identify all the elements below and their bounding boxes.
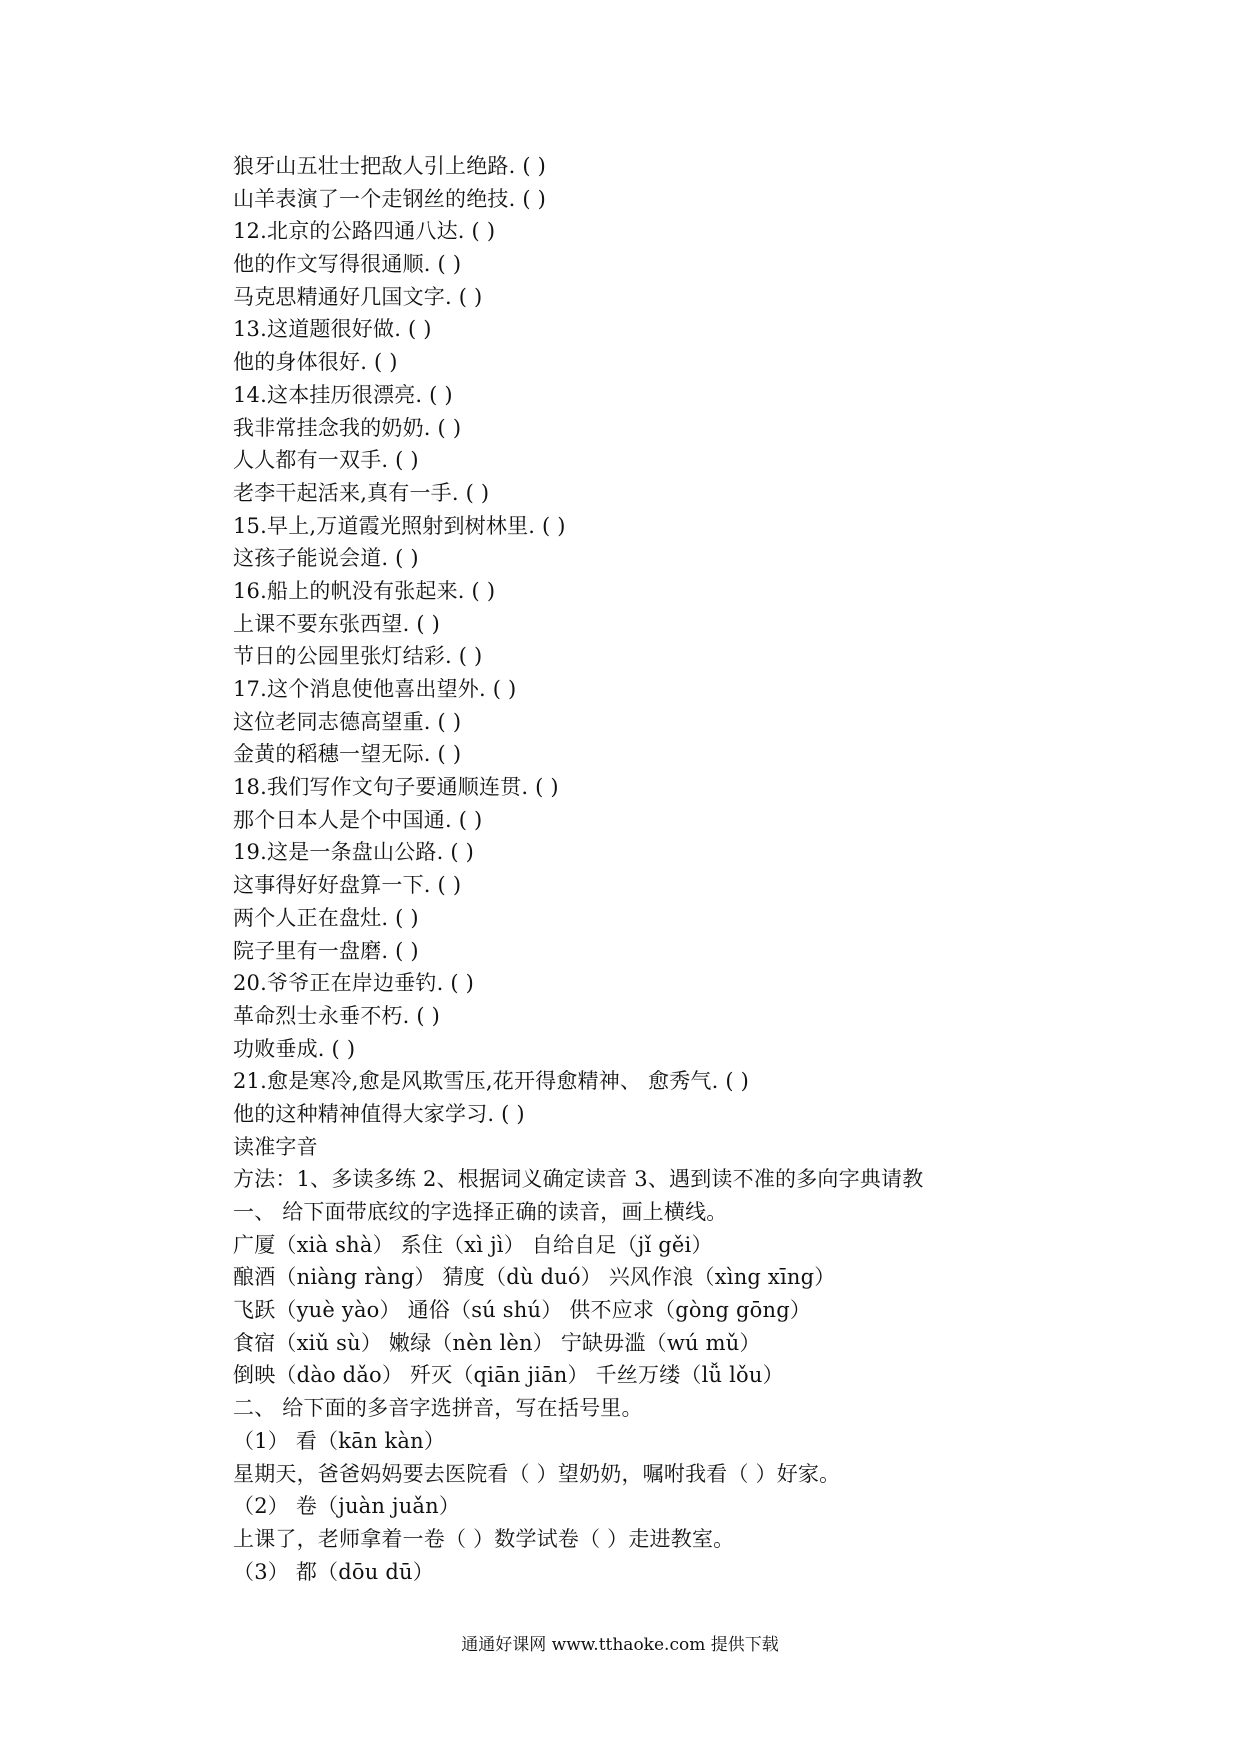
- text-line: 我非常挂念我的奶奶. ( ): [233, 415, 462, 440]
- pinyin-row: 酿酒（niàng ràng） 猜度（dù duó） 兴风作浪（xìng xīng）: [233, 1265, 836, 1290]
- text-line: 他的这种精神值得大家学习. ( ): [233, 1101, 525, 1126]
- text-line: 15.早上,万道霞光照射到树林里. ( ): [233, 513, 566, 538]
- text-line: 16.船上的帆没有张起来. ( ): [233, 578, 496, 603]
- question-sentence: 星期天，爸爸妈妈要去医院看（ ）望奶奶，嘱咐我看（ ）好家。: [233, 1461, 841, 1486]
- text-line: 金黄的稻穗一望无际. ( ): [233, 742, 462, 767]
- document-body: [233, 150, 1193, 1588]
- text-line: 20.爷爷正在岸边垂钓. ( ): [233, 971, 475, 996]
- text-line: 狼牙山五壮士把敌人引上绝路. ( ): [233, 154, 547, 178]
- text-line: 12.北京的公路四通八达. ( ): [233, 219, 496, 244]
- text-line: 人人都有一双手. ( ): [233, 448, 419, 473]
- text-line: 这事得好好盘算一下. ( ): [233, 873, 462, 898]
- section-heading: 读准字音: [233, 1134, 318, 1159]
- text-line: 这孩子能说会道. ( ): [233, 546, 419, 571]
- question-sentence: 上课了，老师拿着一卷（ ）数学试卷（ ）走进教室。: [233, 1526, 735, 1551]
- exercise-instruction: 一、 给下面带底纹的字选择正确的读音，画上横线。: [233, 1200, 728, 1224]
- exercise-instruction: 二、 给下面的多音字选拼音，写在括号里。: [233, 1396, 643, 1421]
- text-line: 13.这道题很好做. ( ): [233, 317, 432, 342]
- text-line: 19.这是一条盘山公路. ( ): [233, 840, 475, 865]
- pinyin-row: 倒映（dào dǎo） 歼灭（qiān jiān） 千丝万缕（lǚ lǒu）: [233, 1363, 784, 1388]
- pinyin-row: 食宿（xiǔ sù） 嫩绿（nèn lèn） 宁缺毋滥（wú mǔ）: [233, 1330, 761, 1355]
- text-line: 21.愈是寒冷,愈是风欺雪压,花开得愈精神、 愈秀气. ( ): [233, 1069, 750, 1094]
- text-line: 这位老同志德高望重. ( ): [233, 709, 462, 734]
- text-line: 马克思精通好几国文字. ( ): [233, 284, 483, 309]
- text-line: 14.这本挂历很漂亮. ( ): [233, 382, 453, 407]
- text-line: 功败垂成. ( ): [233, 1036, 356, 1061]
- text-line: 老李干起活来,真有一手. ( ): [233, 480, 490, 505]
- method-line: 方法：1、多读多练 2、根据词义确定读音 3、遇到读不准的多向字典请教: [233, 1167, 924, 1192]
- text-line: 他的作文写得很通顺. ( ): [233, 252, 462, 277]
- text-line: 17.这个消息使他喜出望外. ( ): [233, 677, 517, 701]
- text-line: 他的身体很好. ( ): [233, 350, 398, 375]
- pinyin-row: 飞跃（yuè yào） 通俗（sú shú） 供不应求（gòng gōng）: [233, 1298, 812, 1323]
- text-line: 山羊表演了一个走钢丝的绝技. ( ): [233, 186, 547, 211]
- text-line: 革命烈士永垂不朽. ( ): [233, 1003, 441, 1028]
- text-line: 上课不要东张西望. ( ): [233, 611, 441, 636]
- text-line: 院子里有一盘磨. ( ): [233, 938, 419, 963]
- page-footer: 通通好课网 www.tthaoke.com 提供下载: [461, 1635, 779, 1655]
- text-line: 节日的公园里张灯结彩. ( ): [233, 644, 483, 669]
- text-line: 那个日本人是个中国通. ( ): [233, 807, 483, 832]
- text-line: 两个人正在盘灶. ( ): [233, 905, 419, 930]
- pinyin-row: 广厦（xià shà） 系住（xì jì） 自给自足（jǐ gěi）: [233, 1232, 713, 1257]
- question-label: （3） 都（dōu dū）: [233, 1559, 434, 1584]
- question-label: （2） 卷（juàn juǎn）: [233, 1494, 461, 1519]
- question-label: （1） 看（kān kàn）: [233, 1428, 446, 1453]
- text-line: 18.我们写作文句子要通顺连贯. ( ): [233, 775, 559, 800]
